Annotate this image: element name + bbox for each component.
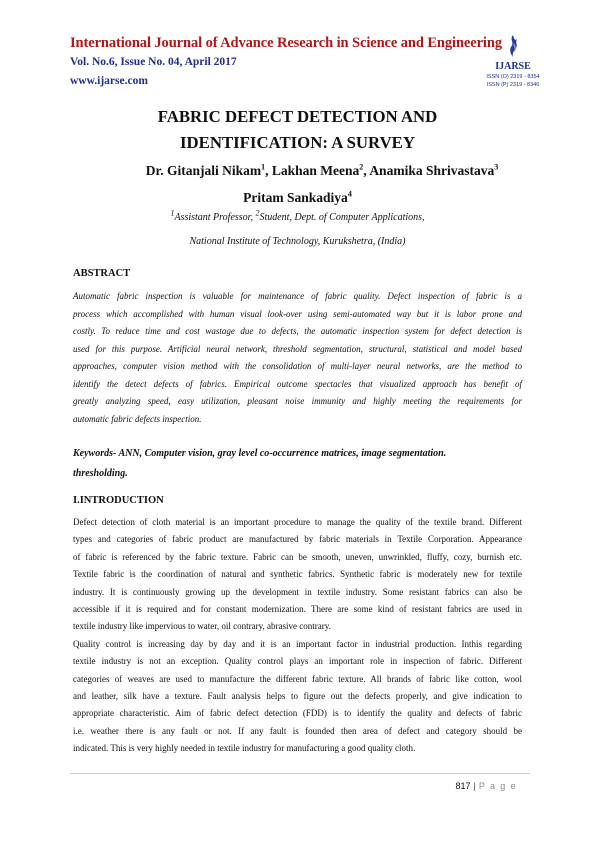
page-label: P a g e: [478, 781, 517, 791]
author-list-line2: [0, 190, 595, 206]
introduction-line: Defect detection of cloth material is an important procedure to manage the quality of the textile brand. Different: [73, 517, 522, 527]
affiliation-line2: National Institute of Technology, Kurukshetra, (India): [189, 236, 406, 247]
abstract-line: process which accomplished with human visual look-over using semi-automated way but it is labor prone and: [73, 308, 522, 319]
introduction-line: indicated. This is very highly needed in textile industry for manufacturing a good quality cloth.: [73, 743, 416, 754]
logo-wordmark: IJARSE: [495, 61, 531, 72]
introduction-line: industry. It is continuously growing up the development in textile industry. Some resistant fabrics can also be: [73, 586, 522, 597]
issn-print: ISSN (P) 2319 - 8346: [486, 82, 540, 88]
abstract-heading: ABSTRACT: [73, 268, 131, 279]
author-name: Pritam Sankadiya: [243, 190, 348, 205]
paper-title-line1: FABRIC DEFECT DETECTION AND: [157, 107, 438, 126]
abstract-line: used for this purpose. Artificial neural network, threshold segmentation, structural, statistical and model based: [73, 343, 522, 354]
author-name: Lakhan Meena: [271, 163, 360, 178]
abstract-line: greatly analyzing speed, easy utilization, pleasant noise immunity and highly meeting the requirements for: [73, 396, 522, 406]
introduction-line: accessible if it is required and for constant modernization. There are some kind of resistant fabrics are used in: [73, 603, 522, 614]
introduction-line: i.e. weather there is any fault or not. If any fault is founded then area of defect and category should be: [73, 725, 522, 736]
author-name: Anamika Shrivastava: [369, 163, 495, 178]
introduction-line: categories of weaves are used to manufacture the different fabric texture. All brands of fabric like cotton, wool: [73, 673, 522, 684]
author-superscript: 4: [347, 189, 352, 199]
author-name: Dr. Gitanjali Nikam: [145, 163, 262, 178]
journal-title: International Journal of Advance Research in Science and Engineering: [70, 35, 502, 51]
affiliation-role: Assistant Professor,: [174, 212, 256, 223]
journal-logo: [478, 34, 548, 96]
affiliation-role: Student, Dept. of Computer Applications,: [259, 212, 425, 223]
affiliation-superscript: 2: [255, 208, 260, 218]
page-number-value: 817: [455, 781, 471, 791]
introduction-line: Quality control is increasing day by day and it is an important factor in industrial production. Inthis regarding: [73, 638, 522, 649]
footer-divider: [70, 773, 530, 774]
page-separator: |: [473, 781, 476, 791]
introduction-line: textile industry like impervious to water, oil contrary, abrasive contrary.: [73, 621, 331, 632]
affiliation-line1: [0, 208, 595, 223]
abstract-line: Automatic fabric inspection is valuable for maintenance of fabric quality. Defect inspection of fabric is a: [73, 291, 522, 301]
author-superscript: 1: [261, 162, 266, 172]
introduction-line: types and categories of fabric product are manufactured by fabric materials in Textile Corporation. Appearance: [73, 534, 522, 545]
keywords-line: Keywords- ANN, Computer vision, gray level co-occurrence matrices, image segmentation.: [73, 448, 447, 459]
abstract-line: costly. To reduce time and cost wastage due to defects, the automatic inspection system for defect detection is: [73, 326, 522, 336]
author-list: Dr. Gitanjali Nikam$^1$, Lakhan Meena$^2$, Anamika Shrivastava$^3$: [145, 162, 499, 178]
introduction-heading: I.INTRODUCTION: [73, 495, 164, 506]
introduction-body: [73, 514, 522, 757]
abstract-line: identify the detect defects of fabrics. Empirical outcome spectacles that visualized approach has benefit of: [73, 378, 522, 389]
issue-line: Vol. No.6, Issue No. 04, April 2017: [70, 56, 237, 68]
keywords-line: thresholding.: [73, 468, 128, 479]
introduction-line: textile industry is not an exception. Quality control plays an important role in inspection of fabric. Different: [73, 656, 522, 667]
journal-website[interactable]: www.ijarse.com: [70, 75, 148, 87]
introduction-line: appropriate characteristic. Aim of fabric defect detection (FDD) is to identify the quality and defects of fabric: [73, 708, 522, 719]
abstract-body: [73, 288, 522, 428]
introduction-line: and leather, silk have a texture. Fault analysis helps to figure out the defects properly, and give indication to: [73, 690, 522, 701]
keywords: [73, 444, 522, 484]
flame-logo-icon: [504, 34, 522, 58]
author-superscript: 2: [359, 162, 364, 172]
issn-online: ISSN (O) 2319 - 8354: [486, 74, 540, 80]
page-number: [437, 781, 517, 791]
abstract-line: automatic fabric defects inspection.: [73, 413, 202, 424]
paper-title-line2: IDENTIFICATION: A SURVEY: [179, 133, 415, 152]
abstract-line: approaches, computer vision method with the consolidation of multi-layer neural networks, are the method to: [73, 361, 522, 371]
affiliation-superscript: 1: [170, 208, 175, 218]
introduction-line: of fabric is referenced by the fabric texture. Fabric can be smooth, uneven, unwrinkled, fluffy, cozy, burnish etc.: [73, 551, 522, 562]
introduction-line: Textile fabric is the coordination of natural and synthetic fabrics. Synthetic fabric is moderately new for textile: [73, 569, 522, 580]
author-superscript: 3: [494, 162, 499, 172]
